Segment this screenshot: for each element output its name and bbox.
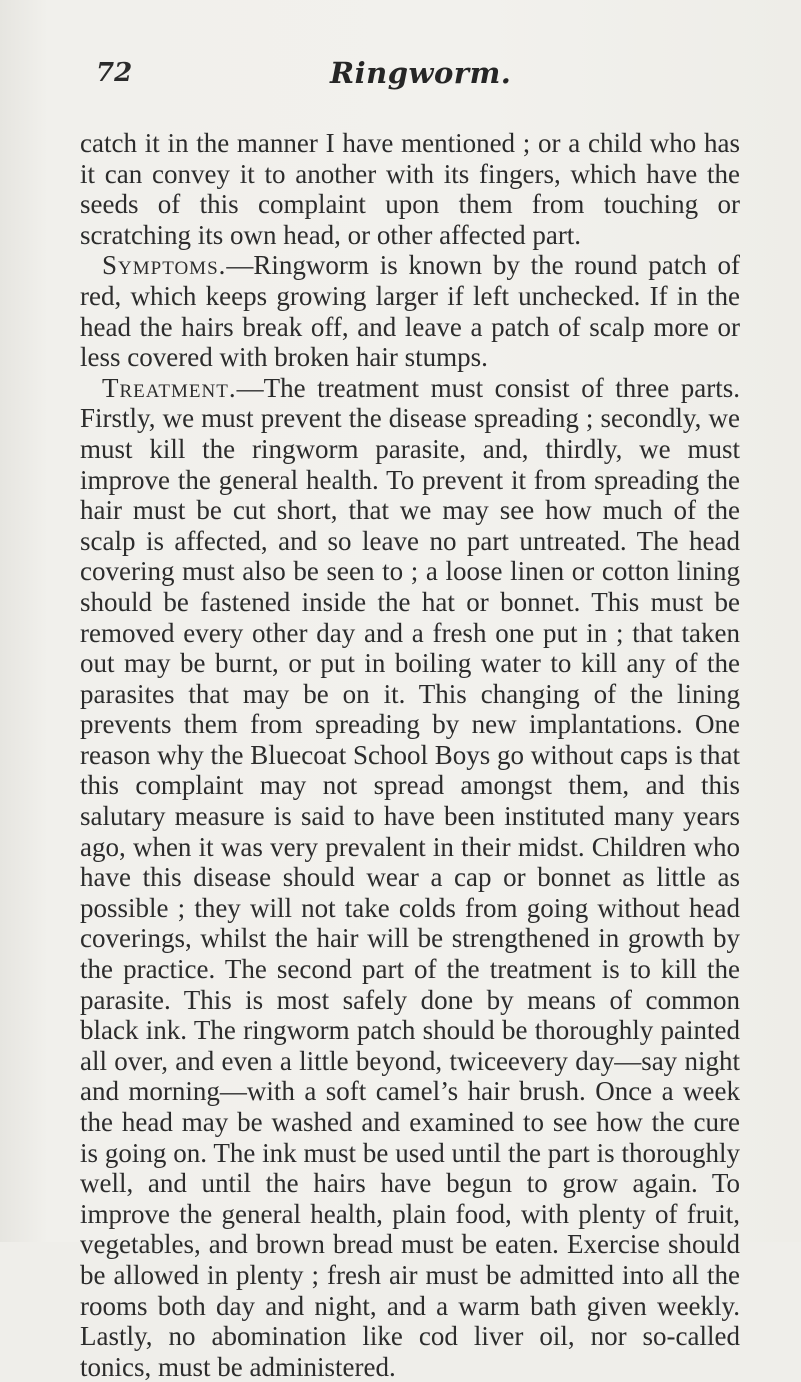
section-heading-symptoms: Symptoms. [102,250,227,281]
running-title: Ringworm. [330,56,512,90]
paragraph-symptoms [80,250,740,372]
paragraph-continuation [80,128,740,250]
paragraph-text: —The treatment must consist of three parts. Firstly, we must prevent the disease spreading ; secondly, we must kill the ringworm parasite, and, thirdly, we must improve the general health. To prevent it from spreading the hair must be cut short, that we may see how much of the scalp is affected, and so leave no part untreated. The head covering must also be seen to ; a loose linen or cotton lining should be fastened inside the hat or bonnet. This must be removed every other day and a fresh one put in ; that taken out may be burnt, or put in boiling water to kill any of the parasites that may be on it. This changing of the lining prevents them from spreading by new implantations. One reason why the Bluecoat School Boys go without caps is that this complaint may not spread amongst them, and this salutary measure is said to have been instituted many years ago, when it was very prevalent in their midst. Children who have this disease should wear a cap or bonnet as little as possible ; they will not take colds from going without head coverings, whilst the hair will be strengthened in growth by the practice. The second part of the treatment is to kill the parasite. This is most safely done by means of common black ink. The ringworm patch should be thoroughly painted all over, and even a little beyond, twiceevery day—say night and morning—with a soft camel’s hair brush. Once a week the head may be washed and examined to see how the cure is going on. The ink must be used until the part is thoroughly well, and until the hairs have begun to grow again. To improve the general health, plain food, with plenty of fruit, vegetables, and brown bread must be eaten. Exercise should be allowed in plenty ; fresh air must be admitted into all the rooms both day and night, and a warm bath given weekly. Lastly, no abomination like cod liver oil, nor so-called tonics, must be administered. [80,372,740,1382]
paragraph-treatment [80,373,740,1382]
body-text [80,128,740,1382]
page-number: 72 [96,58,133,88]
page-header [96,58,721,98]
paragraph-text: catch it in the manner I have mentioned ; or a child who has it can convey it to another with its fingers, which have the seeds of this complaint upon them from touching or scratching its own head, or other affected part. [80,128,740,250]
section-heading-treatment: Treatment. [102,372,237,403]
paragraph-text: —Ringworm is known by the round patch of red, which keeps growing larger if left unchecked. If in the head the hairs break off, and leave a patch of scalp more or less covered with broken hair stumps. [80,250,740,373]
